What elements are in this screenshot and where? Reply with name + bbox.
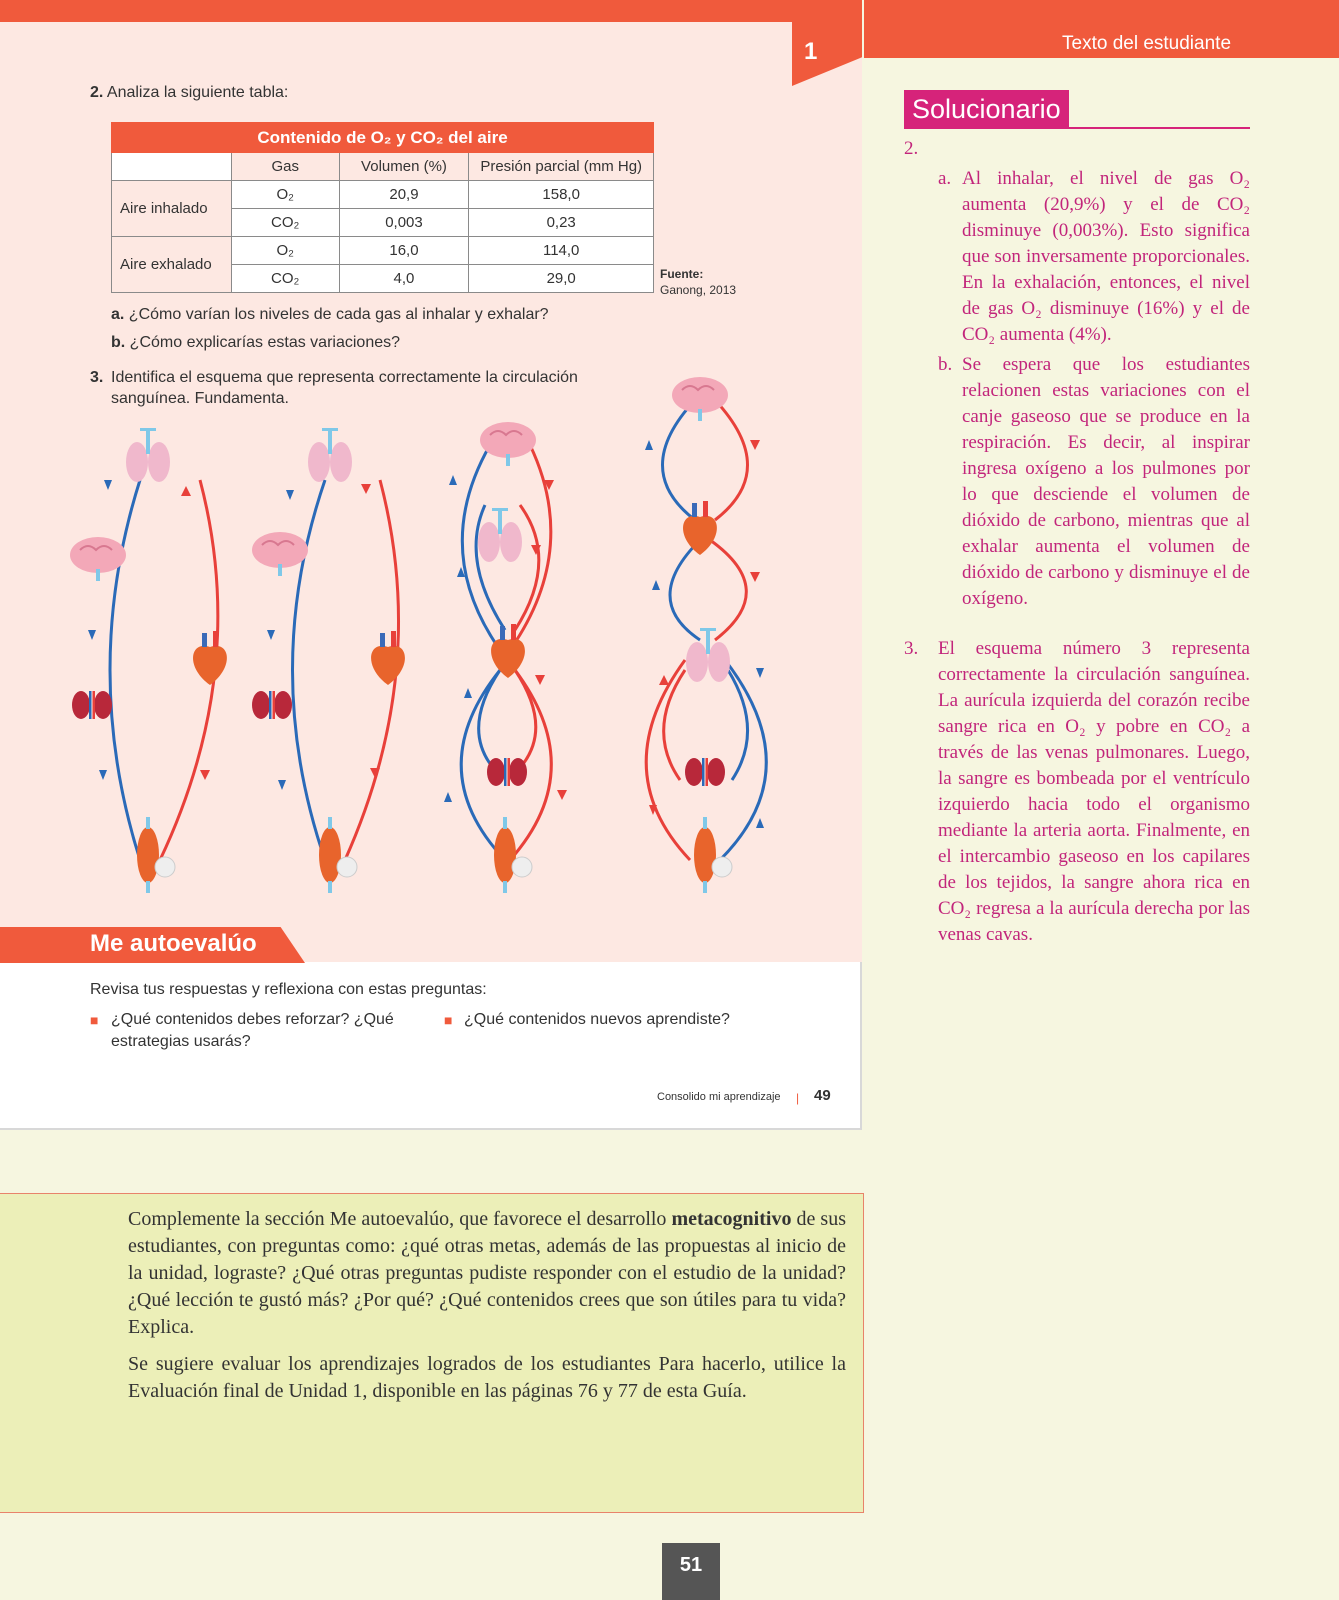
- diagram-2: [252, 428, 405, 893]
- source-value: Ganong, 2013: [660, 283, 737, 297]
- header-gas: Gas: [231, 153, 339, 181]
- teacher-note-paragraph-1: [128, 1206, 846, 1341]
- brain-icon: [252, 532, 308, 576]
- autoeval-title: Me autoevalúo: [90, 930, 257, 957]
- autoeval-intro: Revisa tus respuestas y reflexiona con estas preguntas:: [90, 981, 487, 998]
- kidneys-icon: [72, 691, 112, 719]
- cell-volume: 0,003: [339, 209, 469, 237]
- row-group-inhaled: Aire inhalado: [112, 181, 232, 237]
- student-footer-label: Consolido mi aprendizaje: [657, 1091, 781, 1103]
- table-row: [112, 237, 654, 265]
- answer-2a-marker: a.: [938, 168, 952, 189]
- bullet-icon: ■: [90, 1012, 99, 1028]
- diagram-3: [444, 422, 567, 893]
- row-group-exhaled: Aire exhalado: [112, 237, 232, 293]
- cell-volume: 20,9: [339, 181, 469, 209]
- cell-gas: CO₂: [231, 209, 339, 237]
- answer-2b-text: Se espera que los estudiantes relacionen estas variaciones con el canje gaseoso que se produce en la respiración. Es decir, al inspirar ingresa oxígeno a los pulmones por lo que desciende el volumen de dióxido de carbono, mientras que al exhalar aumenta el volumen de dióxido de carbono y disminuye el de oxígeno.: [962, 354, 1250, 609]
- gas-content-table: [111, 122, 654, 293]
- unit-number: 1: [804, 38, 818, 65]
- cell-gas: O₂: [231, 181, 339, 209]
- answer-2-number: 2.: [904, 138, 919, 159]
- question-3-line-1: Identifica el esquema que representa correctamente la circulación: [111, 369, 578, 386]
- diagram-1: [70, 428, 227, 893]
- brain-icon: [480, 422, 536, 466]
- solucionario-underline: [904, 127, 1250, 129]
- question-3-line-2: sanguínea. Fundamenta.: [111, 390, 289, 407]
- question-2-text: Analiza la siguiente tabla:: [106, 84, 289, 101]
- note-p1-start: Complemente la sección Me autoevalúo, que favorece el desarrollo: [128, 1208, 672, 1230]
- note-p1-bold: metacognitivo: [671, 1208, 792, 1230]
- student-page: [0, 0, 862, 1130]
- table-corner-cell: [112, 153, 232, 181]
- answer-3-number: 3.: [904, 638, 919, 659]
- heart-icon: [193, 631, 227, 685]
- heart-icon: [371, 631, 405, 685]
- right-header-title: Texto del estudiante: [1062, 33, 1232, 54]
- lungs-icon: [308, 428, 352, 482]
- cell-pressure: 0,23: [469, 209, 654, 237]
- question-3-number: 3.: [90, 369, 104, 386]
- question-2a-marker: a.: [111, 306, 125, 323]
- student-page-number: 49: [814, 1087, 831, 1104]
- answer-2b-marker: b.: [938, 354, 953, 375]
- question-2b: [111, 334, 400, 352]
- cell-pressure: 29,0: [469, 265, 654, 293]
- question-2a-text: ¿Cómo varían los niveles de cada gas al inhalar y exhalar?: [128, 306, 549, 323]
- note-p1-end: de sus estudiantes, con preguntas como: ¿qué otras metas, además de las propuestas al inicio de la unidad, lograste? ¿Qué otras preguntas pudiste responder con el estudio de la unidad? ¿Qué lección te gustó más? ¿Por qué? ¿Qué contenidos crees que son útiles para tu vida? Explica.: [128, 1208, 846, 1338]
- table-title: Contenido de O₂ y CO₂ del aire: [112, 123, 654, 153]
- circulation-diagrams: [60, 370, 800, 910]
- cell-volume: 16,0: [339, 237, 469, 265]
- muscle-icon: [494, 817, 532, 893]
- lungs-icon: [478, 508, 522, 562]
- student-footer-separator: |: [796, 1091, 800, 1105]
- table-source: [660, 266, 736, 298]
- cell-pressure: 114,0: [469, 237, 654, 265]
- kidneys-icon: [487, 758, 527, 786]
- brain-icon: [672, 377, 728, 421]
- cell-volume: 4,0: [339, 265, 469, 293]
- kidneys-icon: [252, 691, 292, 719]
- bullet-icon: ■: [444, 1012, 453, 1028]
- answer-3-text: El esquema número 3 representa correctamente la circulación sanguínea. La aurícula izquierda del corazón recibe sangre rica en O₂ y pobre en CO₂ a través de las venas pulmonares. Luego, la sangre es bombeada por el ventrículo izquierdo hacia todo el organismo mediante la arteria aorta. Finalmente, en el intercambio gaseoso en los capilares de los tejidos, la sangre ahora rica en CO₂ regresa a la aurícula derecha por las venas cavas.: [938, 638, 1250, 945]
- cell-gas: O₂: [231, 237, 339, 265]
- header-volume: Volumen (%): [339, 153, 469, 181]
- question-2-number: 2.: [90, 84, 104, 101]
- autoeval-question-1-line-2: estrategias usarás?: [111, 1033, 251, 1050]
- diagram-4: [645, 377, 766, 893]
- heart-icon: [683, 501, 717, 555]
- answer-2a-text: Al inhalar, el nivel de gas O₂ aumenta (20,9%) y el de CO₂ disminuye (0,003%). Esto significa que son inversamente proporcionales. En la exhalación, entonces, el nivel de gas O₂ disminuye (16%) y el de CO₂ aumenta (4%).: [962, 168, 1250, 345]
- kidneys-icon: [685, 758, 725, 786]
- muscle-icon: [137, 817, 175, 893]
- cell-gas: CO₂: [231, 265, 339, 293]
- autoeval-question-2: ¿Qué contenidos nuevos aprendiste?: [464, 1011, 730, 1028]
- muscle-icon: [319, 817, 357, 893]
- source-label: Fuente:: [660, 267, 704, 281]
- autoeval-question-1-line-1: ¿Qué contenidos debes reforzar? ¿Qué: [111, 1011, 394, 1028]
- question-2: [90, 84, 288, 102]
- lungs-icon: [126, 428, 170, 482]
- question-2b-marker: b.: [111, 334, 126, 351]
- header-pressure: Presión parcial (mm Hg): [469, 153, 654, 181]
- question-2b-text: ¿Cómo explicarías estas variaciones?: [129, 334, 401, 351]
- question-2a: [111, 306, 549, 324]
- page-number: 51: [662, 1543, 720, 1600]
- solucionario-label: Solucionario: [904, 90, 1069, 128]
- teacher-note-paragraph-2: Se sugiere evaluar los aprendizajes logrados de los estudiantes Para hacerlo, utilice la Evaluación final de Unidad 1, disponible en las páginas 76 y 77 de esta Guía.: [128, 1353, 846, 1402]
- student-top-bar: [0, 0, 862, 22]
- table-row: [112, 181, 654, 209]
- cell-pressure: 158,0: [469, 181, 654, 209]
